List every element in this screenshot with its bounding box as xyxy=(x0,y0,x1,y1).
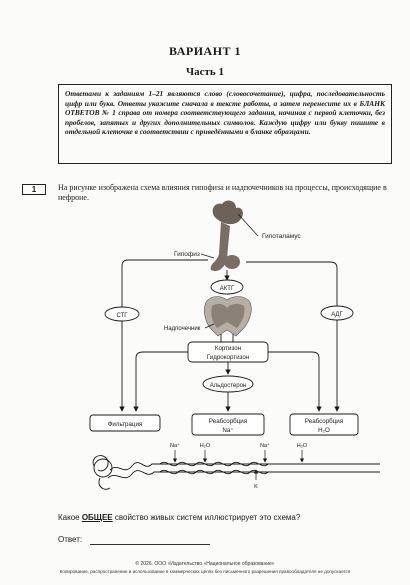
pituitary-drawing xyxy=(211,201,243,272)
answer-label: Ответ: xyxy=(58,535,83,544)
instructions-text: Ответами к заданиям 1–21 являются слово (словосочетание), цифра, последовательность цифр или букв. Ответы укажите сначала в тексте работы, а затем перенесите их в БЛАНК ОТВЕТОВ № 1 справа от номера соответствующего задания, начиная с первой клеточки, без пробелов, запятых и других дополнительных символов. Каждую цифру или букву пишите в отдельной клеточке в соответствии с приведёнными в бланке образцами. xyxy=(65,89,385,137)
variant-title: ВАРИАНТ 1 xyxy=(168,44,242,58)
adh-label: АДГ xyxy=(331,312,343,318)
stg-label: СТГ xyxy=(116,313,128,319)
acth-label: АКТГ xyxy=(219,286,235,292)
k-label: K xyxy=(254,484,258,490)
cortisone-to-filtration-arrow xyxy=(136,352,188,411)
copyright: © 2026. ООО «Издательство «Национальное образование» xyxy=(135,561,275,567)
adrenal-label: Надпочечник xyxy=(164,326,201,332)
reabsorption-na-label: Реабсорбция xyxy=(208,418,248,425)
aldosterone-label: Альдостерон xyxy=(209,383,247,389)
pituitary-pointer xyxy=(201,254,214,258)
question-text: На рисунке изображена схема влияния гипофиза и надпочечников на процессы, происходящие в нефроне. xyxy=(58,183,387,202)
reabsorption-h2o-molecule: H₂O xyxy=(318,427,330,434)
stg-connector xyxy=(122,260,208,310)
h2o-label-1: H₂O xyxy=(199,443,211,449)
filtration-label: Фильтрация xyxy=(107,421,143,428)
adh-connector xyxy=(246,262,337,308)
h2o-label-2: H₂O xyxy=(296,443,308,449)
question-number: 1 xyxy=(22,184,46,195)
question-prompt-emphasis: ОБЩЕЕ xyxy=(81,513,113,522)
reabsorption-h2o-label: Реабсорбция xyxy=(304,418,344,425)
nephron-tubule xyxy=(93,456,380,490)
cortisone-label: Кортизон xyxy=(214,345,242,352)
na-label-1: Na⁺ xyxy=(170,443,180,449)
adrenal-drawing xyxy=(204,297,251,343)
part-title: Часть 1 xyxy=(186,66,224,78)
hydrocortisone-label: Гидрокортизон xyxy=(206,354,250,361)
reabsorption-na-ion: Na⁺ xyxy=(222,427,234,434)
hypothalamus-pointer xyxy=(238,214,258,236)
hypothalamus-label: Гипоталамус xyxy=(262,233,301,240)
copyright-notice: Копирование, распространение и использование в коммерческих целях без письменного разрешения правообладателя не допускается xyxy=(59,569,351,574)
na-label-2: Na⁺ xyxy=(260,443,270,449)
answer-field[interactable] xyxy=(90,544,210,545)
question-prompt-before: Какое xyxy=(58,513,82,522)
cortisone-to-h2o-arrow xyxy=(268,352,319,411)
bottom-question xyxy=(58,513,300,522)
question-prompt-after: свойство живых систем иллюстрирует это схема? xyxy=(112,513,301,522)
pituitary-label: Гипофиз xyxy=(174,251,200,258)
